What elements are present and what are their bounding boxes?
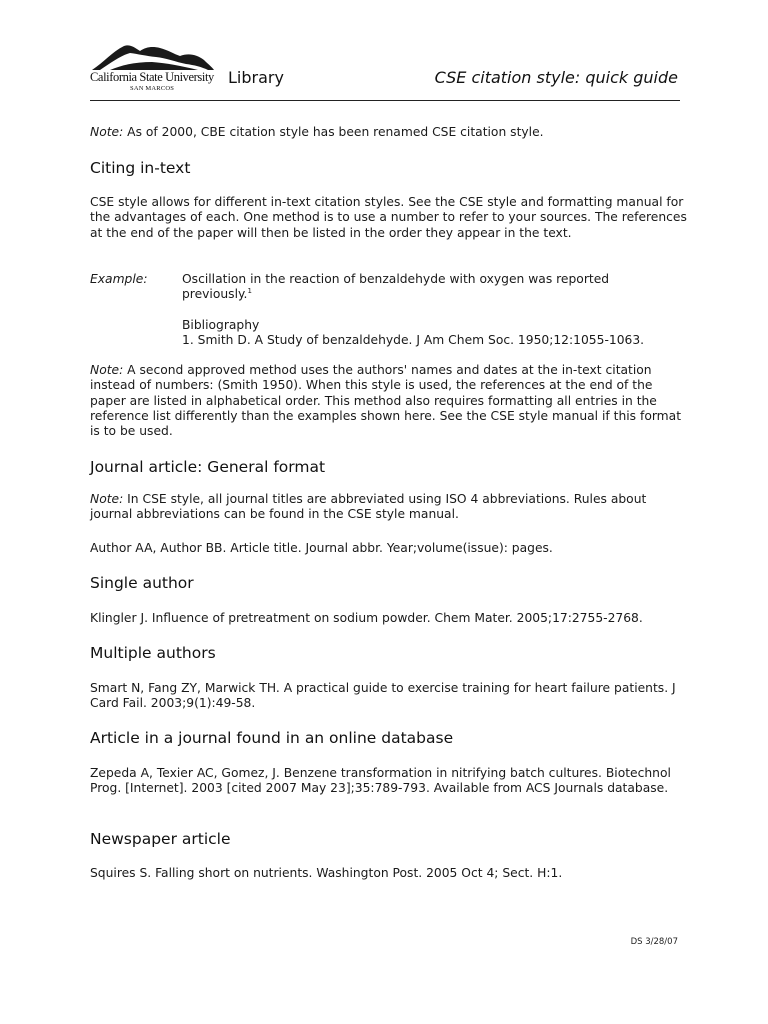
library-label: Library [228, 68, 284, 87]
header-divider [90, 100, 680, 101]
note-label: Note: [90, 363, 124, 377]
heading-online-database: Article in a journal found in an online database [90, 729, 454, 747]
newspaper-example: Squires S. Falling short on nutrients. Washington Post. 2005 Oct 4; Sect. H:1. [90, 866, 563, 880]
heading-multiple-authors: Multiple authors [90, 644, 216, 662]
logo-university-name: California State University [90, 70, 214, 84]
example-sentence [182, 272, 682, 303]
footer-date: DS 3/28/07 [630, 937, 678, 947]
bibliography-entry: 1. Smith D. A Study of benzaldehyde. J Am Chem Soc. 1950;12:1055-1063. [182, 333, 645, 347]
heading-citing-in-text: Citing in-text [90, 159, 191, 177]
example-label: Example: [90, 272, 148, 286]
note-text: In CSE style, all journal titles are abbreviated using ISO 4 abbreviations. Rules about journal abbreviations can be found in the CSE style manual. [90, 492, 647, 522]
mountain-logo-icon [90, 42, 216, 72]
heading-single-author: Single author [90, 574, 194, 592]
note-label: Note: [90, 492, 124, 506]
example-sentence-text: Oscillation in the reaction of benzaldehyde with oxygen was reported previously. [182, 272, 610, 302]
university-logo [90, 42, 216, 94]
note-label: Note: [90, 125, 124, 139]
single-author-example: Klingler J. Influence of pretreatment on sodium powder. Chem Mater. 2005;17:2755-2768. [90, 611, 643, 625]
heading-journal-general: Journal article: General format [90, 458, 326, 476]
note-journal-abbreviations [90, 492, 690, 523]
heading-newspaper-article: Newspaper article [90, 830, 231, 848]
bibliography-label: Bibliography [182, 318, 260, 332]
note-author-date [90, 363, 690, 439]
page-title: CSE citation style: quick guide [434, 68, 678, 87]
online-database-example: Zepeda A, Texier AC, Gomez, J. Benzene transformation in nitrifying batch cultures. Biotechnol Prog. [Internet]. 2003 [cited 2007 May 23];35:789-793. Available from ACS Journals database. [90, 766, 671, 796]
journal-format: Author AA, Author BB. Article title. Journal abbr. Year;volume(issue): pages. [90, 541, 553, 555]
example-superscript: 1 [247, 287, 252, 296]
multiple-authors-example: Smart N, Fang ZY, Marwick TH. A practical guide to exercise training for heart failure patients. J Card Fail. 2003;9(1):49-58. [90, 681, 676, 711]
note-text: As of 2000, CBE citation style has been renamed CSE citation style. [123, 125, 544, 139]
note-text: A second approved method uses the authors' names and dates at the in-text citation instead of numbers: (Smith 1950). When this style is used, the references at the end of the paper are listed in alphabetical order. This method also requires formatting all entries in the reference list differently than the examples shown here. See the CSE style manual if this format is to be used. [90, 363, 682, 439]
note-renamed [90, 125, 690, 140]
citing-in-text-paragraph: CSE style allows for different in-text citation styles. See the CSE style and formatting manual for the advantages of each. One method is to use a number to refer to your sources. The references at the end of the paper will then be listed in the order they appear in the text. [90, 195, 687, 240]
logo-campus-name: SAN MARCOS [130, 85, 175, 92]
